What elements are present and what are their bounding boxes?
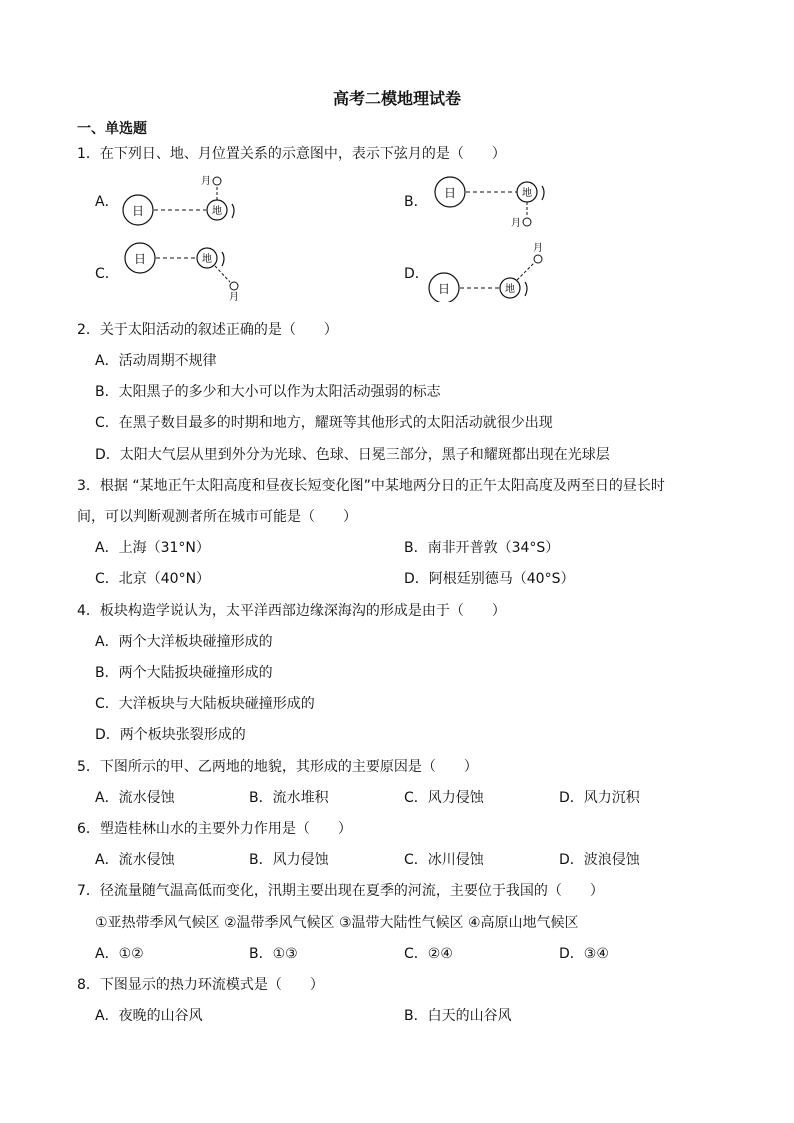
earth-label: 地	[505, 284, 515, 295]
moon-circle	[523, 218, 531, 226]
section-heading: 一、单选题	[77, 121, 147, 137]
q6-option-c: C．冰川侵蚀	[404, 852, 484, 868]
q2-stem: 2．关于太阳活动的叙述正确的是（ ）	[77, 322, 338, 338]
q7-option-a: A．①②	[95, 946, 144, 962]
q4-option-d: D．两个板块张裂形成的	[95, 727, 246, 743]
q2-option-b: B．太阳黑子的多少和大小可以作为太阳活动强弱的标志	[95, 384, 441, 400]
q7-option-d: D．③④	[559, 946, 609, 962]
q8-stem: 8．下图显示的热力环流模式是（ ）	[77, 977, 324, 993]
earth-label: 地	[522, 188, 532, 199]
q6-option-b: B．风力侵蚀	[249, 852, 329, 868]
q3-option-b: B．南非开普敦（34°S）	[404, 540, 560, 556]
q3-option-a: A．上海（31°N）	[95, 540, 210, 556]
document-title: 高考二模地理试卷	[332, 89, 461, 108]
sun-label: 日	[437, 282, 451, 296]
rotation-arrow	[542, 186, 544, 200]
q2-option-d: D．太阳大气层从里到外分为光球、色球、日冕三部分，黑子和耀斑都出现在光球层	[95, 447, 610, 463]
q8-option-b: B．白天的山谷风	[404, 1008, 512, 1024]
q6-option-d: D．波浪侵蚀	[559, 852, 640, 868]
q1-option-b-letter: B．	[404, 194, 428, 210]
q3-stem-line1: 3．根据 “某地正午太阳高度和昼夜长短变化图”中某地两分日的正午太阳高度及两至日的昼长时	[77, 478, 665, 494]
moon-label: 月	[533, 243, 543, 254]
moon-circle	[534, 255, 542, 263]
earth-label: 地	[212, 206, 222, 217]
q1-option-a-letter: A．	[95, 194, 119, 210]
q7-sub-items: ①亚热带季风气候区 ②温带季风气候区 ③温带大陆性气候区 ④高原山地气候区	[95, 915, 579, 931]
rotation-arrow	[222, 252, 224, 266]
rotation-arrow	[525, 282, 527, 296]
q2-option-a: A．活动周期不规律	[95, 353, 217, 369]
moon-label: 月	[511, 218, 521, 229]
q3-option-c: C．北京（40°N）	[95, 571, 211, 587]
moon-label: 月	[229, 292, 239, 302]
q1-diagram-b	[428, 172, 558, 232]
q1-diagram-d	[428, 240, 558, 302]
moon-line	[215, 266, 230, 282]
q5-option-a: A．流水侵蚀	[95, 790, 175, 806]
rotation-arrow	[232, 204, 234, 218]
q4-option-a: A．两个大洋板块碰撞形成的	[95, 634, 273, 650]
moon-circle	[213, 177, 221, 185]
moon-label: 月	[201, 176, 211, 187]
sun-label: 日	[443, 186, 457, 200]
q3-option-d: D．阿根廷别德马（40°S）	[404, 571, 575, 587]
earth-label: 地	[202, 254, 212, 265]
moon-line	[517, 263, 534, 280]
q5-option-c: C．风力侵蚀	[404, 790, 484, 806]
q7-option-c: C．②④	[404, 946, 453, 962]
q1-diagram-c	[118, 240, 248, 302]
q6-stem: 6．塑造桂林山水的主要外力作用是（ ）	[77, 821, 352, 837]
q5-option-b: B．流水堆积	[249, 790, 329, 806]
moon-circle	[230, 282, 238, 290]
q6-option-a: A．流水侵蚀	[95, 852, 175, 868]
q3-stem-line2: 间，可以判断观测者所在城市可能是（ ）	[77, 509, 357, 525]
q8-option-a: A．夜晚的山谷风	[95, 1008, 203, 1024]
q2-option-c: C．在黑子数目最多的时期和地方，耀斑等其他形式的太阳活动就很少出现	[95, 415, 553, 431]
sun-label: 日	[131, 204, 145, 218]
q1-option-d-letter: D．	[404, 266, 429, 282]
q7-stem: 7．径流量随气温高低而变化，汛期主要出现在夏季的河流，主要位于我国的（ ）	[77, 883, 604, 899]
q1-stem: 1．在下列日、地、月位置关系的示意图中，表示下弦月的是（ ）	[77, 146, 506, 162]
q5-option-d: D．风力沉积	[559, 790, 640, 806]
q4-stem: 4．板块构造学说认为，太平洋西部边缘深海沟的形成是由于（ ）	[77, 603, 506, 619]
q4-option-b: B．两个大陆扳块碰撞形成的	[95, 665, 273, 681]
q4-option-c: C．大洋板块与大陆板块碰撞形成的	[95, 696, 315, 712]
q1-diagram-a	[118, 170, 248, 230]
q5-stem: 5．下图所示的甲、乙两地的地貌，其形成的主要原因是（ ）	[77, 759, 478, 775]
sun-label: 日	[133, 252, 147, 266]
q7-option-b: B．①③	[249, 946, 298, 962]
q1-option-c-letter: C．	[95, 266, 119, 282]
